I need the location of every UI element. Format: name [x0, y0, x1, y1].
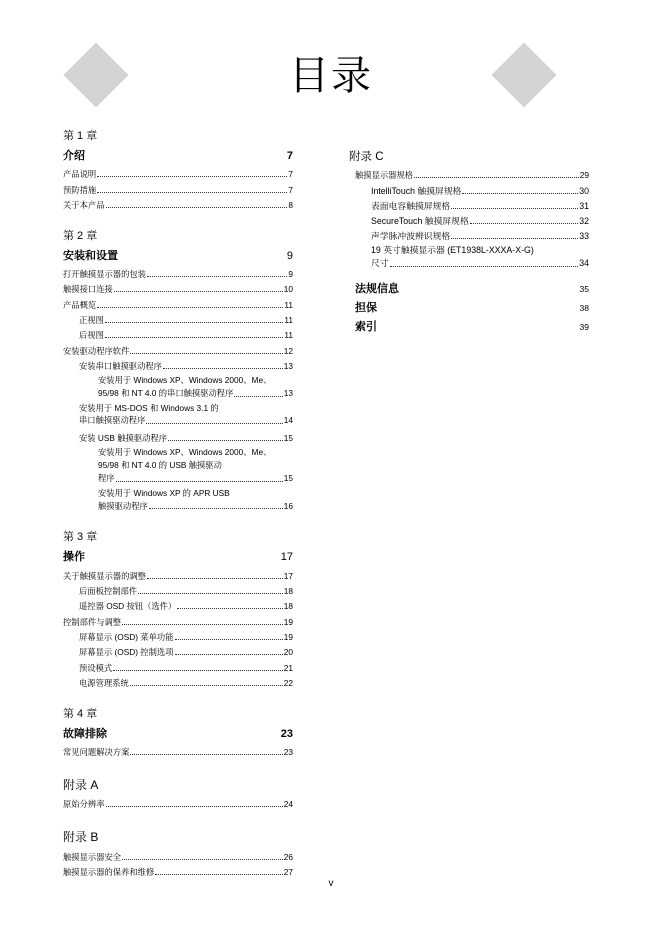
toc-entry-title: 关于本产品: [63, 199, 105, 210]
toc-entry[interactable]: [355, 227, 589, 242]
toc-dot-leader: [130, 754, 282, 755]
toc-entry[interactable]: [63, 582, 293, 597]
toc-entry[interactable]: [355, 244, 589, 270]
chapter-heading[interactable]: [63, 725, 293, 743]
toc-entry-page: 13: [283, 360, 293, 371]
toc-entry[interactable]: [355, 197, 589, 212]
toc-entry-title: 遥控器 OSD 按钮（选件）: [79, 601, 177, 612]
toc-dot-leader: [470, 223, 578, 224]
toc-entry[interactable]: [63, 628, 293, 643]
toc-entry-title-line: 串口触摸驱动程序: [79, 415, 146, 426]
toc-entry-title-line: 安装用于 Windows XP、Windows 2000、Me、: [98, 374, 272, 385]
toc-entry-last-line: [98, 500, 293, 513]
chapter-label: 第 1 章: [63, 130, 98, 142]
chapter-title: 操作: [63, 551, 85, 564]
section-heading[interactable]: [349, 299, 589, 318]
section-heading[interactable]: [349, 280, 589, 299]
toc-entry-title: 产品概览: [63, 299, 97, 310]
toc-dot-leader: [146, 423, 282, 424]
page-title: 目录: [289, 53, 373, 99]
toc-entry-page: 23: [283, 747, 293, 758]
toc-entry[interactable]: [63, 863, 293, 878]
toc-entry-page: 19: [283, 616, 293, 627]
toc-dot-leader: [234, 396, 282, 397]
toc-dot-leader: [138, 593, 283, 594]
toc-entry-title: 触摸显示器规格: [355, 170, 414, 181]
toc-dot-leader: [390, 266, 579, 267]
section-title: 索引: [355, 321, 377, 334]
toc-entry-title-line: 安装用于 Windows XP、Windows 2000、Me、: [98, 447, 272, 458]
toc-entry-page: 12: [283, 345, 293, 356]
toc-entry-page: 13: [283, 387, 293, 398]
toc-entry-title: 屏幕显示 (OSD) 控制选项: [79, 647, 174, 658]
appendix-c-entries: [349, 166, 589, 270]
toc-entry-title: 触摸接口连接: [63, 284, 113, 295]
toc-entry-page: 21: [283, 662, 293, 673]
toc-dot-leader: [149, 508, 283, 509]
chapter-page: 9: [286, 249, 293, 262]
toc-entry-title-line: 95/98 和 NT 4.0 的串口触摸驱动程序: [98, 387, 234, 398]
section-page: 35: [579, 284, 589, 295]
chapter-heading[interactable]: [63, 247, 293, 265]
toc-dot-leader: [106, 207, 288, 208]
chapter-label: 附录 B: [63, 830, 99, 845]
toc-entry[interactable]: [63, 658, 293, 673]
toc-entry-page: 14: [283, 415, 293, 426]
toc-dot-leader: [97, 307, 283, 308]
toc-dot-leader: [168, 440, 283, 441]
toc-entry-title: 预防措施: [63, 184, 97, 195]
toc-dot-leader: [122, 624, 283, 625]
toc-entry-title: 安装串口触摸驱动程序: [79, 360, 162, 371]
toc-entry-last-line: [79, 414, 293, 427]
toc-entry-page: 24: [283, 799, 293, 810]
toc-entry[interactable]: [63, 566, 293, 581]
toc-chapter: [63, 529, 293, 688]
toc-entry-page: 8: [288, 199, 293, 210]
toc-entry-page: 11: [284, 330, 293, 341]
toc-entry[interactable]: [63, 402, 293, 428]
toc-entry-page: 11: [284, 299, 293, 310]
section-heading[interactable]: [349, 318, 589, 337]
section-page: 39: [579, 322, 589, 333]
chapter-page: 7: [286, 150, 293, 162]
toc-entry[interactable]: [63, 265, 293, 280]
toc-entry-title: 屏幕显示 (OSD) 菜单功能: [79, 631, 174, 642]
toc-right-column: [349, 148, 589, 337]
toc-dot-leader: [116, 481, 283, 482]
toc-entry-last-line: [371, 257, 589, 270]
toc-entry[interactable]: [63, 165, 293, 180]
toc-entry-page: 11: [284, 315, 293, 326]
toc-entry-title: SecureTouch 触摸屏规格: [371, 216, 469, 227]
toc-chapter: [63, 706, 293, 758]
toc-entry[interactable]: [63, 357, 293, 372]
toc-entry-title: 常见问题解决方案: [63, 747, 130, 758]
toc-entry[interactable]: [63, 374, 293, 400]
toc-entry[interactable]: [355, 212, 589, 227]
toc-entry-page: 27: [283, 867, 293, 877]
toc-dot-leader: [175, 639, 283, 640]
toc-entry-title: 后面板控制部件: [79, 586, 138, 597]
section-page: 38: [579, 303, 589, 314]
toc-entry[interactable]: [63, 311, 293, 326]
toc-entry-page: 17: [283, 570, 293, 581]
toc-dot-leader: [122, 859, 283, 860]
toc-chapter: [63, 827, 293, 878]
toc-entry[interactable]: [63, 795, 293, 810]
toc-entry-title: 声学脉冲波辨识规格: [371, 231, 451, 242]
toc-entry[interactable]: [63, 326, 293, 341]
toc-dot-leader: [105, 322, 283, 323]
toc-entry[interactable]: [355, 181, 589, 196]
toc-dot-leader: [451, 208, 578, 209]
toc-entry-title: 表面电容触摸屏规格: [371, 200, 451, 211]
toc-entry-title: 原始分辨率: [63, 799, 105, 810]
chapter-label: 第 2 章: [63, 229, 98, 242]
toc-entry-title: 电源管理系统: [79, 677, 129, 688]
toc-dot-leader: [130, 685, 283, 686]
toc-dot-leader: [106, 806, 283, 807]
appendix-label: 附录 C: [349, 151, 384, 163]
toc-entry[interactable]: [63, 674, 293, 689]
toc-entry[interactable]: [63, 446, 293, 484]
chapter-heading[interactable]: [63, 548, 293, 566]
toc-entry[interactable]: [63, 487, 293, 513]
toc-entry-page: 16: [283, 500, 293, 511]
toc-chapter: [63, 228, 293, 513]
toc-entry-title-line: 安装用于 MS-DOS 和 Windows 3.1 的: [79, 402, 219, 413]
toc-entry-title: 打开触摸显示器的包装: [63, 269, 146, 280]
toc-entry-title: 后视图: [79, 330, 104, 341]
toc-dot-leader: [113, 670, 283, 671]
chapter-label: 第 3 章: [63, 531, 98, 544]
toc-entry-title: 触摸显示器的保养和维修: [63, 867, 155, 877]
section-title: 法规信息: [355, 283, 399, 296]
toc-entry-page: 15: [283, 433, 293, 444]
toc-dot-leader: [155, 874, 282, 875]
toc-entry[interactable]: [63, 180, 293, 195]
toc-entry-page: 9: [288, 269, 293, 280]
toc-dot-leader: [175, 654, 283, 655]
toc-dot-leader: [130, 353, 282, 354]
toc-entry-page: 31: [579, 200, 589, 211]
section-title: 担保: [355, 302, 377, 315]
toc-entry-title: 正视图: [79, 315, 104, 326]
toc-entry-page: 22: [283, 677, 293, 688]
toc-entry-page: 29: [579, 170, 589, 181]
toc-entry-page: 20: [283, 647, 293, 658]
toc-entry-title-line: 95/98 和 NT 4.0 的 USB 触摸驱动: [98, 460, 222, 471]
toc-entry[interactable]: [355, 166, 589, 181]
toc-chapter: [63, 775, 293, 810]
toc-entry-title: 控制部件与调整: [63, 616, 122, 627]
toc-entry[interactable]: [63, 196, 293, 211]
toc-dot-leader: [97, 192, 287, 193]
toc-entry[interactable]: [63, 612, 293, 627]
toc-left-column: [63, 128, 293, 878]
toc-entry-page: 19: [283, 631, 293, 642]
toc-entry-page: 15: [283, 473, 293, 484]
toc-entry-title-line: 19 英寸触摸显示器 (ET1938L-XXXA-X-G): [371, 245, 534, 256]
toc-entry[interactable]: [63, 743, 293, 758]
chapter-page: 23: [280, 727, 293, 740]
toc-entry-title-line: 程序: [98, 473, 115, 484]
toc-dot-leader: [105, 337, 283, 338]
toc-dot-leader: [177, 608, 283, 609]
toc-entry[interactable]: [63, 280, 293, 295]
toc-chapter: [63, 128, 293, 211]
chapter-heading[interactable]: [63, 147, 293, 165]
toc-dot-leader: [114, 291, 283, 292]
toc-dot-leader: [414, 177, 579, 178]
toc-entry-page: 26: [283, 851, 293, 862]
toc-dot-leader: [462, 193, 578, 194]
chapter-label: 附录 A: [63, 778, 99, 793]
toc-entry-page: 32: [579, 216, 589, 227]
toc-entry-title: 产品说明: [63, 169, 97, 180]
toc-entry-title-line: 安装用于 Windows XP 的 APR USB: [98, 487, 230, 498]
toc-entry[interactable]: [63, 847, 293, 862]
toc-entry[interactable]: [63, 295, 293, 310]
toc-entry-last-line: [98, 387, 293, 400]
chapter-page: 17: [280, 551, 293, 564]
toc-entry-page: 7: [288, 169, 293, 180]
toc-entry-title-line: 触摸驱动程序: [98, 500, 148, 511]
toc-dot-leader: [163, 368, 283, 369]
toc-entry-title-line: 尺寸: [371, 258, 389, 269]
toc-dot-leader: [147, 276, 287, 277]
toc-entry[interactable]: [63, 341, 293, 356]
chapter-title: 故障排除: [63, 727, 107, 740]
toc-entry-title: 安装驱动程序软件: [63, 345, 130, 356]
toc-entry-page: 10: [283, 284, 293, 295]
toc-entry-title: 关于触摸显示器的调整: [63, 570, 146, 581]
toc-entry-page: 18: [283, 586, 293, 597]
toc-entry-page: 30: [579, 185, 589, 196]
toc-entry-title: 触摸显示器安全: [63, 851, 122, 862]
page-number: v: [328, 878, 334, 889]
toc-entry-page: 34: [579, 258, 589, 269]
toc-entry-last-line: [98, 472, 293, 485]
toc-entry-title: 安装 USB 触摸驱动程序: [79, 433, 168, 444]
toc-entry[interactable]: [63, 597, 293, 612]
toc-dot-leader: [451, 238, 578, 239]
toc-entry-title: IntelliTouch 触摸屏规格: [371, 185, 462, 196]
chapter-title: 介绍: [63, 150, 85, 162]
chapter-label: 第 4 章: [63, 707, 98, 720]
toc-entry[interactable]: [63, 643, 293, 658]
toc-dot-leader: [147, 578, 283, 579]
toc-dot-leader: [97, 176, 287, 177]
back-matter-sections: [349, 280, 589, 337]
toc-entry-page: 33: [579, 231, 589, 242]
toc-entry-title: 预设模式: [79, 662, 113, 673]
chapter-title: 安装和设置: [63, 249, 118, 262]
toc-entry-page: 18: [283, 601, 293, 612]
toc-entry-page: 7: [288, 184, 293, 195]
toc-entry[interactable]: [63, 429, 293, 444]
